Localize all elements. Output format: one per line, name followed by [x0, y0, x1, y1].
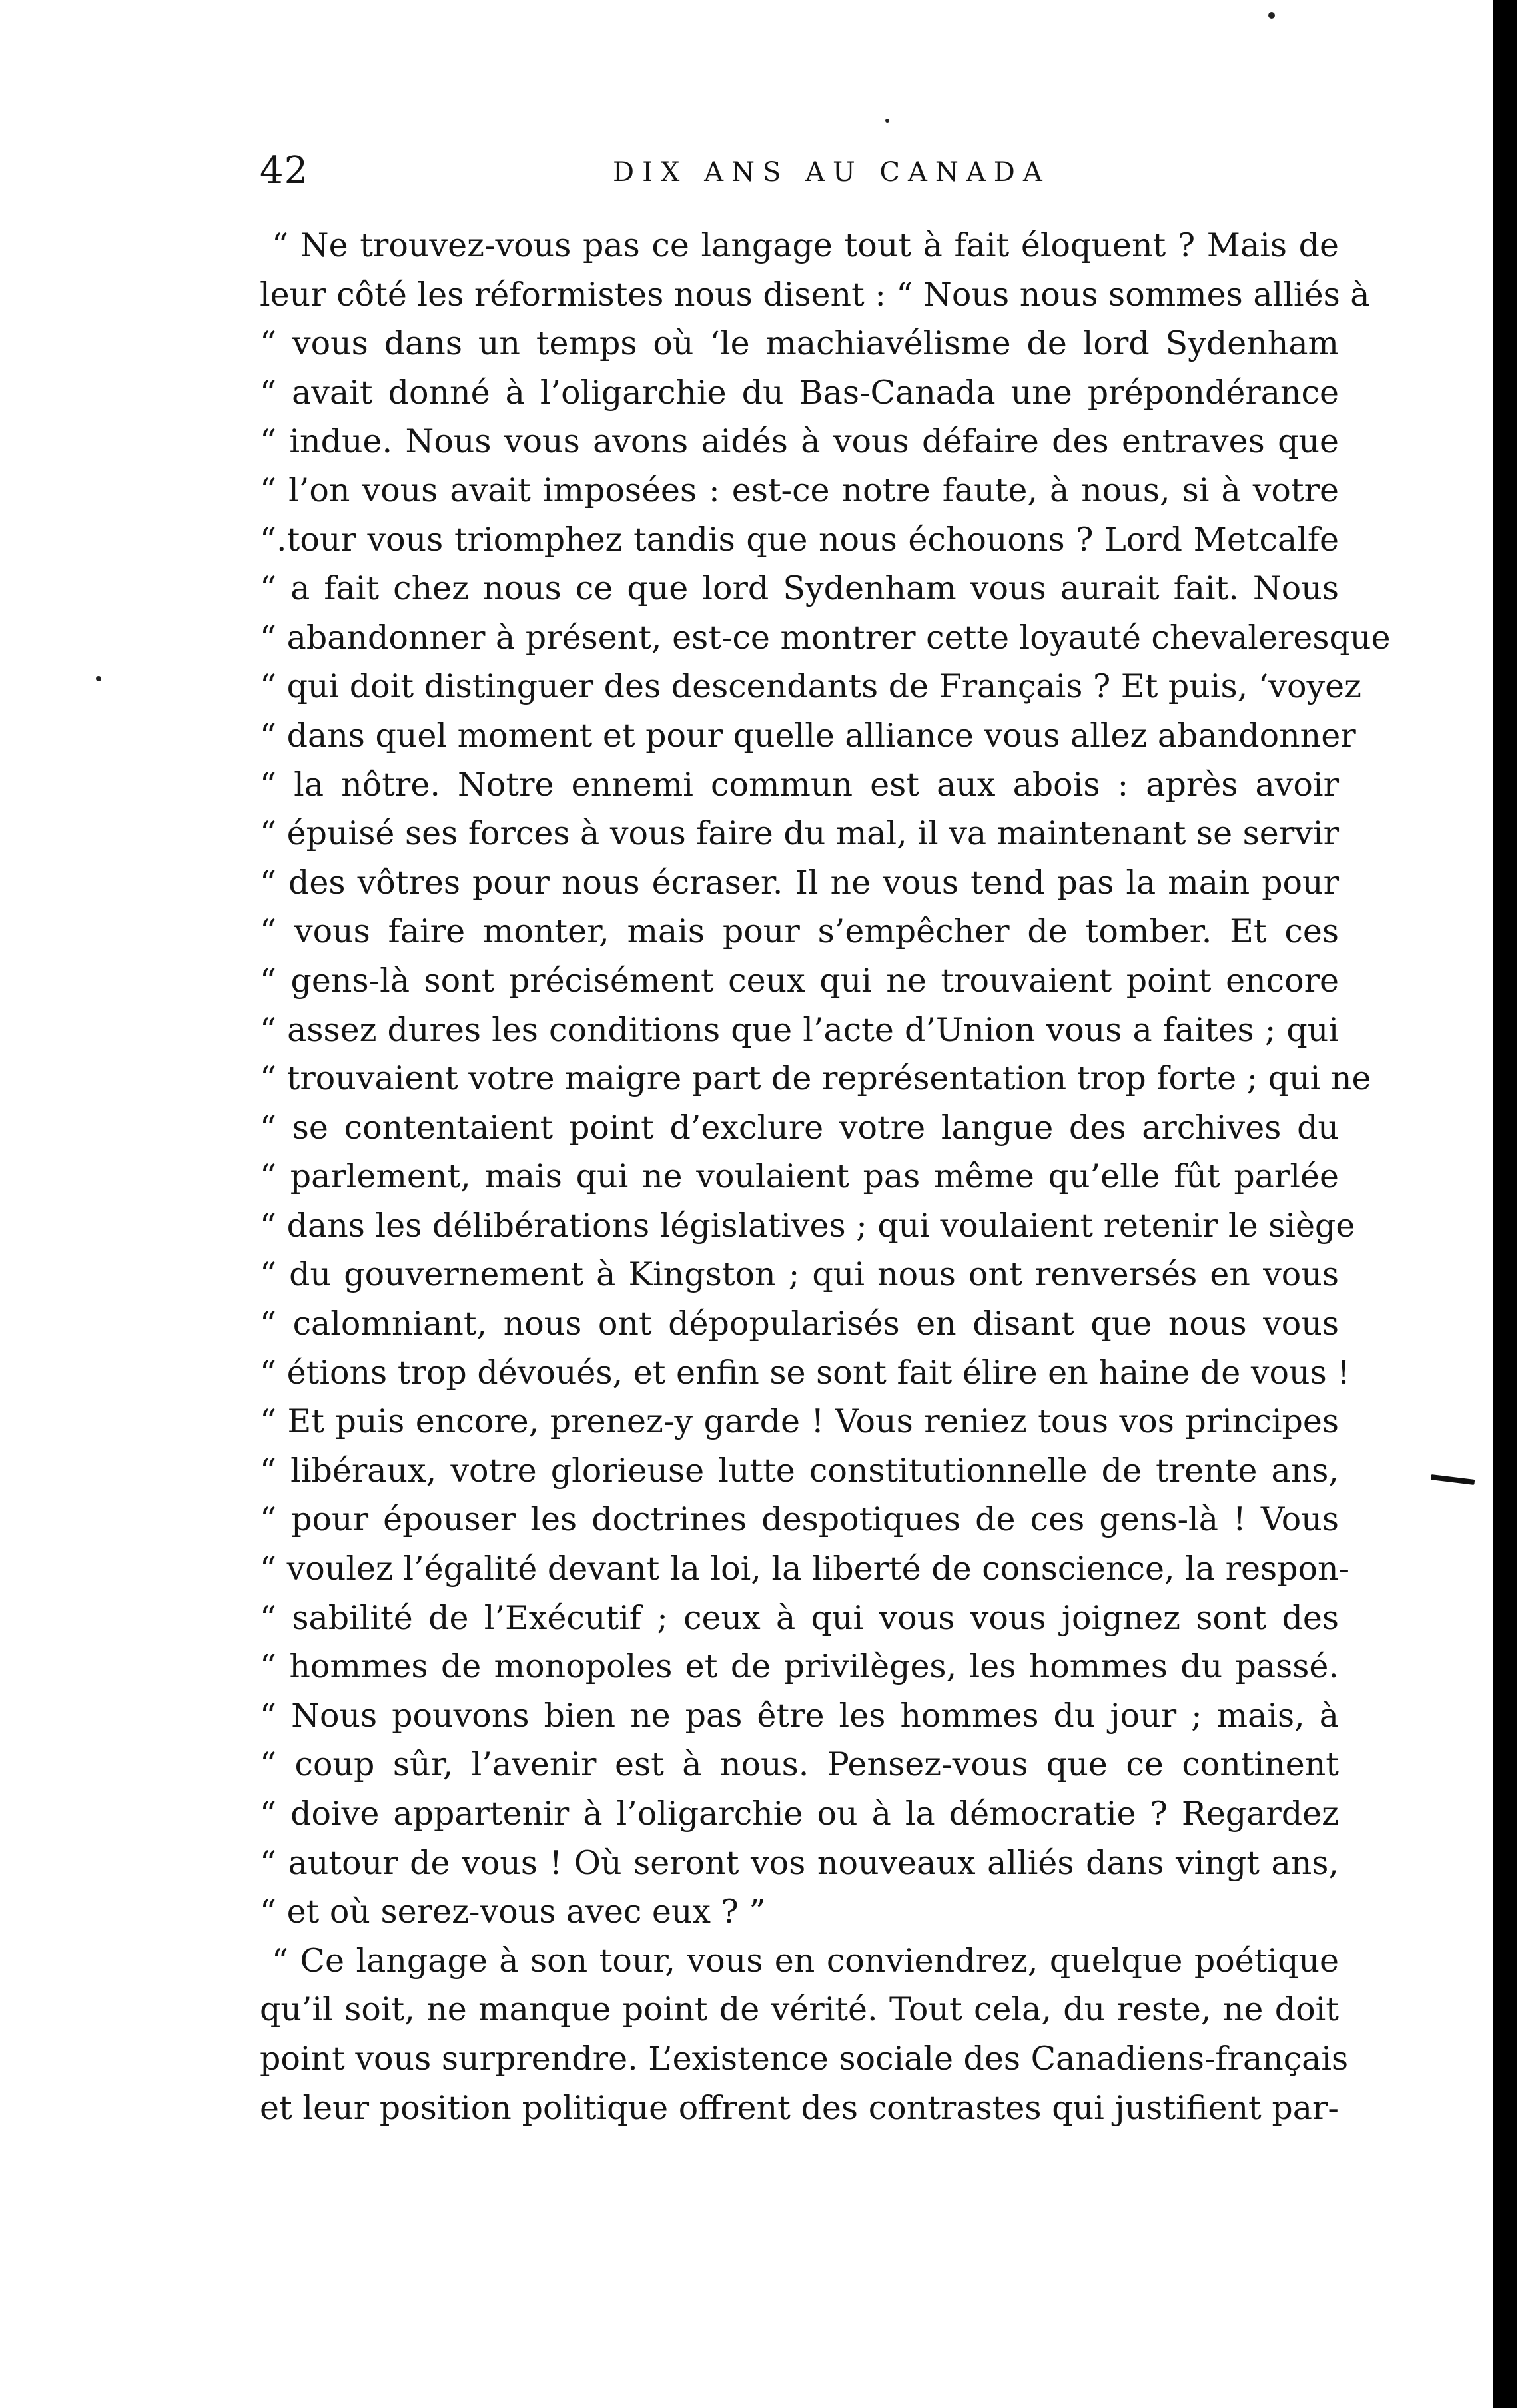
text-line: “ abandonner à présent, est-ce montrer cette loyauté chevaleresque	[260, 618, 1391, 657]
ink-speck	[885, 119, 889, 123]
text-line: “ la nôtre. Notre ennemi commun est aux abois : après avoir	[260, 765, 1339, 804]
text-line: “ des vôtres pour nous écraser. Il ne vous tend pas la main pour	[260, 863, 1339, 902]
text-line: “ épuisé ses forces à vous faire du mal, il va maintenant se servir	[260, 814, 1339, 853]
text-line: “ et où serez-vous avec eux ? ”	[260, 1893, 766, 1931]
ink-speck	[1268, 12, 1275, 19]
text-line: “ autour de vous ! Où seront vos nouveaux alliés dans vingt ans,	[260, 1843, 1339, 1882]
text-line: “ dans les délibérations législatives ; qui voulaient retenir le siège	[260, 1206, 1355, 1245]
text-line: “ hommes de monopoles et de privilèges, les hommes du passé.	[260, 1648, 1339, 1686]
text-line: “ trouvaient votre maigre part de représentation trop forte ; qui ne	[260, 1059, 1371, 1098]
text-line: et leur position politique offrent des contrastes qui justifient par-	[260, 2088, 1339, 2127]
text-line: “ sabilité de l’Exécutif ; ceux à qui vous vous joignez sont des	[260, 1598, 1339, 1637]
text-line: “.tour vous triomphez tandis que nous échouons ? Lord Metcalfe	[260, 520, 1339, 559]
text-line: “ doive appartenir à l’oligarchie ou à la démocratie ? Regardez	[260, 1795, 1339, 1833]
text-line: “ voulez l’égalité devant la loi, la liberté de conscience, la respon-	[260, 1550, 1350, 1588]
text-line: “ Nous pouvons bien ne pas être les hommes du jour ; mais, à	[260, 1696, 1339, 1735]
text-line: “ Ne trouvez-vous pas ce langage tout à fait éloquent ? Mais de	[272, 226, 1339, 264]
text-line: “ coup sûr, l’avenir est à nous. Pensez-vous que ce continent	[260, 1745, 1339, 1784]
text-line: “ étions trop dévoués, et enfin se sont fait élire en haine de vous !	[260, 1353, 1350, 1392]
margin-mark	[1431, 1474, 1475, 1485]
text-line: “ avait donné à l’oligarchie du Bas-Canada une prépondérance	[260, 373, 1339, 412]
text-line: “ pour épouser les doctrines despotiques de ces gens-là ! Vous	[260, 1500, 1339, 1539]
text-line: leur côté les réformistes nous disent : “ Nous nous sommes alliés à	[260, 275, 1370, 314]
text-line: “ libéraux, votre glorieuse lutte constitutionnelle de trente ans,	[260, 1451, 1339, 1490]
text-line: “ parlement, mais qui ne voulaient pas même qu’elle fût parlée	[260, 1157, 1339, 1196]
text-line: point vous surprendre. L’existence sociale des Canadiens-français	[260, 2039, 1349, 2078]
text-line: “ qui doit distinguer des descendants de Français ? Et puis, ‘voyez	[260, 667, 1361, 706]
ink-speck	[96, 676, 101, 681]
text-line: “ l’on vous avait imposées : est-ce notre faute, à nous, si à votre	[260, 471, 1339, 509]
body-text	[260, 221, 1391, 2132]
text-line: “ du gouvernement à Kingston ; qui nous ont renversés en vous	[260, 1255, 1339, 1294]
text-line: “ a fait chez nous ce que lord Sydenham vous aurait fait. Nous	[260, 569, 1339, 608]
text-line: “ Et puis encore, prenez-y garde ! Vous reniez tous vos principes	[260, 1402, 1339, 1441]
text-line: “ assez dures les conditions que l’acte d’Union vous a faites ; qui	[260, 1010, 1339, 1049]
text-line: “ se contentaient point d’exclure votre langue des archives du	[260, 1108, 1339, 1147]
text-line: “ calomniant, nous ont dépopularisés en disant que nous vous	[260, 1305, 1339, 1343]
text-line: “ gens-là sont précisément ceux qui ne trouvaient point encore	[260, 961, 1339, 1000]
text-line: “ indue. Nous vous avons aidés à vous défaire des entraves que	[260, 422, 1339, 461]
running-title: DIX ANS AU CANADA	[613, 157, 1050, 188]
page-header	[260, 149, 1339, 196]
text-line: “ Ce langage à son tour, vous en conviendrez, quelque poétique	[272, 1941, 1339, 1980]
text-line: “ vous faire monter, mais pour s’empêcher de tomber. Et ces	[260, 912, 1339, 951]
text-line: qu’il soit, ne manque point de vérité. Tout cela, du reste, ne doit	[260, 1990, 1339, 2029]
text-line: “ dans quel moment et pour quelle alliance vous allez abandonner	[260, 716, 1356, 754]
scan-edge-shadow	[1493, 0, 1517, 2408]
text-line: “ vous dans un temps où ‘le machiavélisme de lord Sydenham	[260, 324, 1339, 363]
page-number: 42	[260, 149, 309, 192]
